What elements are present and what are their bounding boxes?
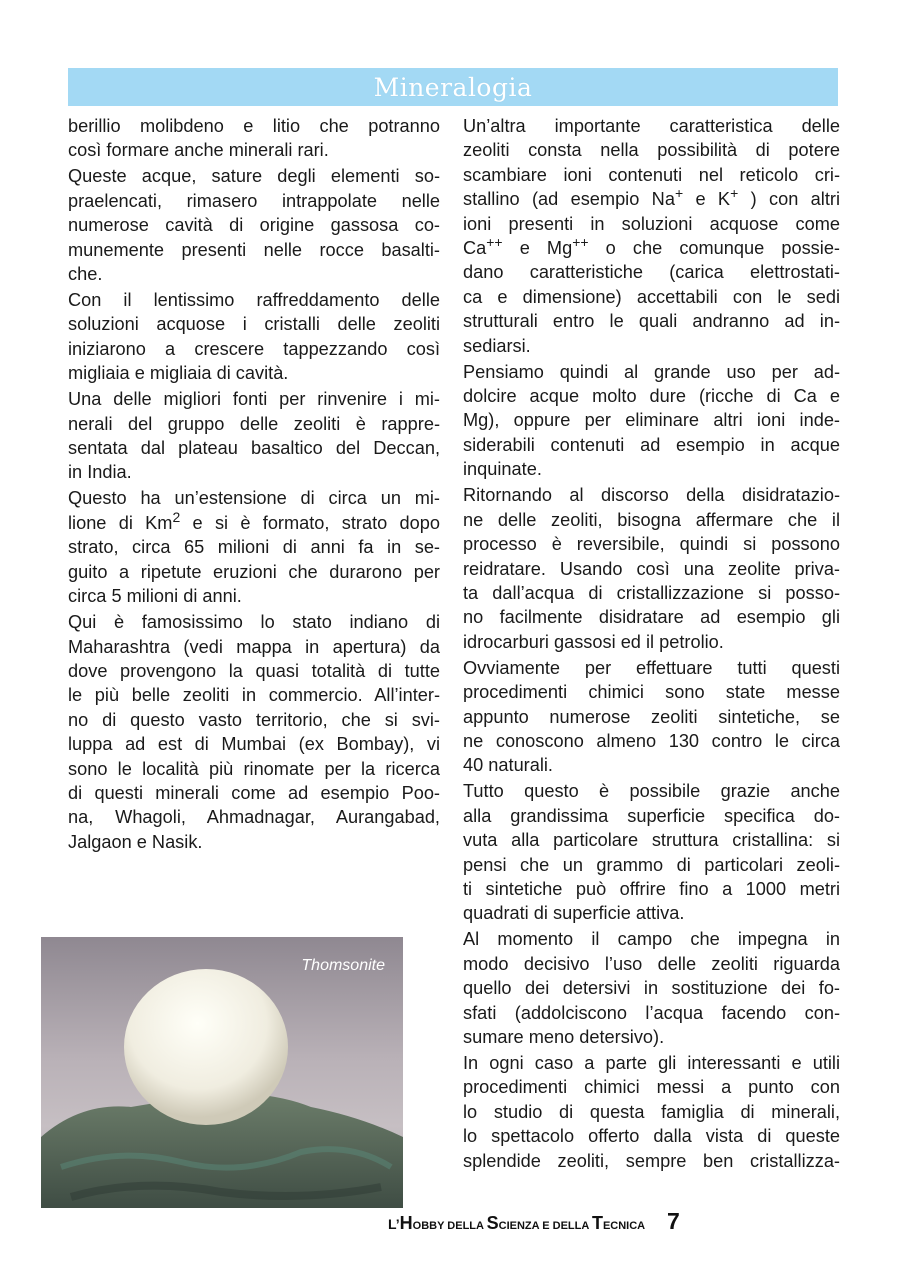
text-line: lo spettacolo offerto dalla vista di queste [463, 1126, 840, 1147]
text-line: sentata dal plateau basaltico del Deccan, [68, 438, 440, 459]
paragraph [68, 288, 440, 386]
text-line: inquinate. [463, 459, 542, 480]
text-line: di questi minerali come ad esempio Poo- [68, 782, 440, 803]
magazine-name: L’HOBBY DELLA SCIENZA E DELLA TECNICA [388, 1213, 646, 1233]
text-line: processo è reversibile, quindi si possono [463, 534, 840, 555]
text-line: Tutto questo è possibile grazie anche [463, 781, 840, 802]
text-line: scambiare ioni contenuti nel reticolo cri- [463, 164, 840, 185]
text-line: Queste acque, sature degli elementi so- [68, 166, 440, 187]
text-line: dolcire acque molto dure (ricche di Ca e [463, 386, 840, 407]
text-line: procedimenti chimici sono state messe [463, 682, 840, 703]
text-line: quello dei detersivi in sostituzione dei fo- [463, 978, 840, 999]
paragraph [463, 483, 840, 654]
text-line: strutturali entro le quali andranno ad in- [463, 311, 840, 332]
paragraph [463, 114, 840, 358]
text-line: ta dall’acqua di cristallizzazione si posso- [463, 582, 840, 603]
paragraph [463, 1051, 840, 1173]
text-line: no facilmente disidratare ad esempio gli [463, 607, 840, 628]
text-line: Una delle migliori fonti per rinvenire i mi- [68, 389, 440, 410]
paragraph [68, 486, 440, 608]
text-line: munemente presenti nelle rocce basalti- [68, 239, 440, 260]
text-line: appunto numerose zeoliti sintetiche, se [463, 706, 840, 727]
text-line: Mg), oppure per eliminare altri ioni inde- [463, 410, 840, 431]
text-line: Maharashtra (vedi mappa in apertura) da [68, 636, 440, 657]
section-banner [68, 68, 838, 106]
right-column [463, 114, 840, 1175]
text-line: sumare meno detersivo). [463, 1027, 665, 1047]
text-line: le più belle zeoliti in commercio. All’inter- [68, 685, 440, 706]
text-line: Qui è famosissimo lo stato indiano di [68, 612, 440, 633]
text-line: Pensiamo quindi al grande uso per ad- [463, 361, 840, 382]
text-line: siderabili contenuti ad esempio in acque [463, 434, 840, 455]
text-line: ioni presenti in soluzioni acquose come [463, 213, 840, 234]
text-line: pensi che un grammo di particolari zeoli- [463, 854, 840, 875]
photo-caption: Thomsonite [301, 957, 385, 974]
paragraph [68, 164, 440, 286]
text-line: Jalgaon e Nasik. [68, 831, 203, 852]
text-line: numerose cavità di origine gassosa co- [68, 215, 440, 236]
left-column [68, 114, 440, 856]
text-line: lo studio di questa famiglia di minerali, [463, 1101, 840, 1122]
text-line: ti sintetiche può offrire fino a 1000 metri [463, 878, 840, 899]
text-line: procedimenti chimici messi a punto con [463, 1077, 840, 1098]
text-line: Al momento il campo che impegna in [463, 929, 840, 950]
text-line: In ogni caso a parte gli interessanti e utili [463, 1053, 840, 1073]
text-line: Con il lentissimo raffreddamento delle [68, 290, 440, 311]
text-line: circa 5 milioni di anni. [68, 586, 242, 607]
text-line: Ca++ e Mg++ o che comunque possie- [463, 234, 840, 259]
thomsonite-photo [41, 937, 403, 1208]
text-line: lione di Km$^2$ e si è formato, strato dopo [68, 508, 440, 533]
superscript: ++ [486, 234, 503, 251]
text-line: sediarsi. [463, 335, 531, 356]
text-line: ne delle zeoliti, bisogna affermare che il [463, 509, 840, 530]
text-line: idrocarburi gassosi ed il petrolio. [463, 631, 724, 652]
paragraph [463, 656, 840, 778]
superscript: + [730, 185, 739, 202]
text-line: iniziarono a crescere tappezzando così [68, 338, 440, 359]
text-line: ca e dimensione) accettabili con le sedi [463, 286, 840, 307]
text-line: dano caratteristiche (carica elettrostati- [463, 262, 840, 283]
text-line: alla grandissima superficie specifica do- [463, 805, 840, 826]
text-line: Un’altra importante caratteristica delle [463, 116, 840, 136]
superscript: ++ [572, 234, 589, 251]
page-number: 7 [667, 1208, 680, 1234]
text-line: Ovviamente per effettuare tutti questi [463, 657, 840, 678]
text-line: ne conoscono almeno 130 contro le circa [463, 730, 840, 751]
text-line: che. [68, 264, 103, 285]
text-line: in India. [68, 462, 132, 483]
section-title: Mineralogia [373, 72, 533, 102]
text-line: 40 naturali. [463, 755, 553, 776]
text-line: dove provengono la quasi totalità di tutte [68, 660, 440, 681]
text-line: soluzioni acquose i cristalli delle zeoliti [68, 314, 440, 335]
paragraph [463, 779, 840, 925]
text-line: berillio molibdeno e litio che potranno [68, 116, 440, 136]
text-line: Ritornando al discorso della disidratazio- [463, 485, 840, 506]
superscript: 2 [172, 508, 181, 525]
text-line: vuta alla particolare struttura cristallina: si [463, 830, 840, 851]
text-line: sono le località più rinomate per la ricerca [68, 758, 440, 779]
mineral-image [41, 937, 403, 1208]
text-line: luppa ad est di Mumbai (ex Bombay), vi [68, 734, 440, 755]
text-line: stallino (ad esempio Na+ e K+ ) con altri [463, 185, 840, 210]
text-line: migliaia e migliaia di cavità. [68, 363, 289, 384]
text-line: no di questo vasto territorio, che si svi- [68, 709, 440, 730]
text-line: sfati (addolciscono l’acqua facendo con- [463, 1002, 840, 1023]
paragraph [68, 610, 440, 854]
text-line: modo decisivo l’uso delle zeoliti riguarda [463, 953, 840, 974]
text-line: quadrati di superficie attiva. [463, 903, 685, 924]
paragraph [463, 927, 840, 1049]
text-line: così formare anche minerali rari. [68, 140, 329, 161]
text-line: guito a ripetute eruzioni che durarono per [68, 561, 440, 582]
text-line: reidratare. Usando così una zeolite priva- [463, 558, 840, 579]
text-line: strato, circa 65 milioni di anni fa in se- [68, 537, 440, 558]
text-line: zeoliti consta nella possibilità di potere [463, 140, 840, 161]
text-line: splendide zeoliti, sempre ben cristallizza- [463, 1150, 840, 1171]
superscript: + [674, 185, 684, 202]
text-line: na, Whagoli, Ahmadnagar, Aurangabad, [68, 807, 440, 828]
paragraph [68, 387, 440, 485]
paragraph [68, 114, 440, 163]
text-line: nerali del gruppo delle zeoliti è rappre- [68, 413, 440, 434]
text-line: Questo ha un’estensione di circa un mi- [68, 488, 440, 509]
paragraph [463, 360, 840, 482]
text-line: praelencati, rimasero intrappolate nelle [68, 190, 440, 211]
